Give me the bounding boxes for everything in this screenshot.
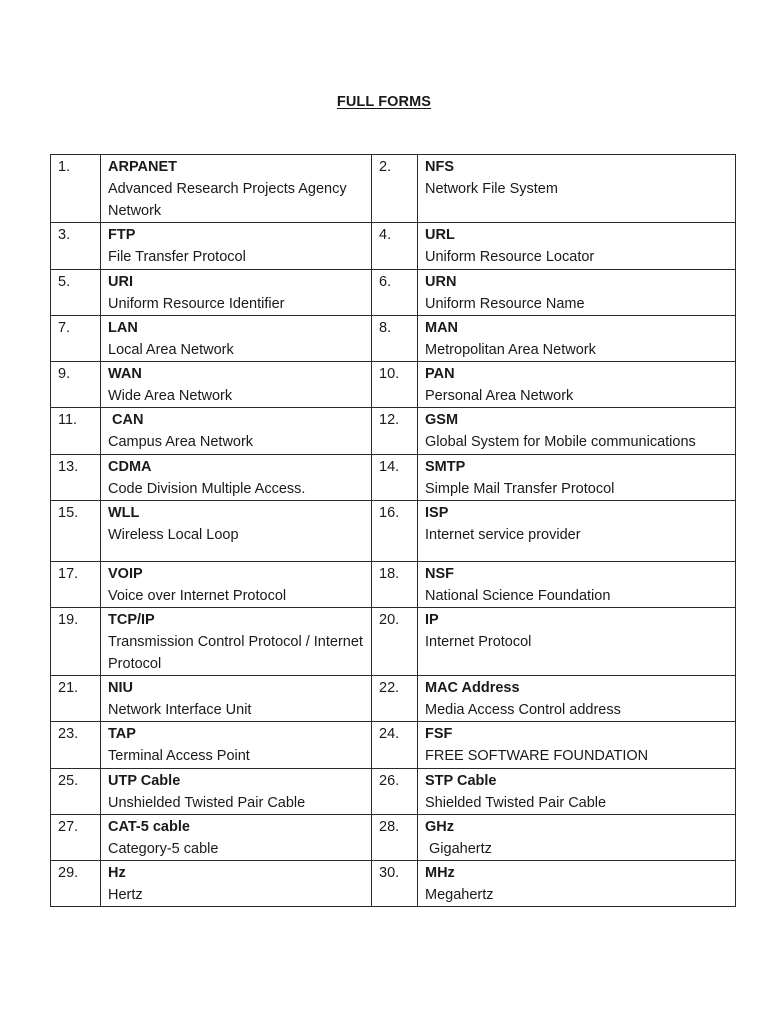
entry-number: 19. [51,608,101,676]
entry-number: 28. [372,815,418,861]
entry-term [101,455,372,501]
full-form: Uniform Resource Identifier [108,296,285,312]
entry-number: 13. [51,455,101,501]
entry-term [101,362,372,408]
entry-number: 12. [372,408,418,455]
full-form: Voice over Internet Protocol [108,588,287,604]
entry-number: 30. [372,861,418,907]
entry-term [418,769,736,815]
entry-number: 25. [51,769,101,815]
table-row [51,815,736,861]
abbreviation: MAC Address [425,680,520,696]
table-row [51,408,736,455]
full-form: File Transfer Protocol [108,249,246,265]
full-form: Campus Area Network [108,434,254,450]
table-row [51,722,736,769]
abbreviation: TCP/IP [108,612,155,628]
full-form: Terminal Access Point [108,748,250,764]
full-form: Shielded Twisted Pair Cable [425,795,607,811]
entry-term [418,316,736,362]
abbreviation: FSF [425,726,453,742]
full-form: Personal Area Network [425,388,574,404]
abbreviation: URN [425,274,457,290]
abbreviation: CAN [108,412,144,428]
table-row [51,769,736,815]
entry-term [101,501,372,562]
entry-number: 23. [51,722,101,769]
abbreviation: WAN [108,366,142,382]
entry-number: 27. [51,815,101,861]
full-form: Code Division Multiple Access. [108,481,306,497]
entry-number: 10. [372,362,418,408]
entry-term [418,676,736,722]
abbreviation: URI [108,274,133,290]
abbreviation: IP [425,612,439,628]
entry-term [101,815,372,861]
entry-number: 8. [372,316,418,362]
table-row [51,676,736,722]
full-form: Network Interface Unit [108,702,252,718]
abbreviation: Hz [108,865,126,881]
entry-number: 26. [372,769,418,815]
full-form: Advanced Research Projects Agency Network [108,181,351,219]
entry-term [101,155,372,223]
abbreviation: VOIP [108,566,143,582]
full-form: Wireless Local Loop [108,527,239,543]
entry-number: 9. [51,362,101,408]
entry-term [101,861,372,907]
entry-number: 15. [51,501,101,562]
entry-number: 20. [372,608,418,676]
abbreviation: WLL [108,505,140,521]
entry-term [101,562,372,608]
table-row [51,270,736,316]
entry-number: 29. [51,861,101,907]
entry-term [418,501,736,562]
entry-number: 5. [51,270,101,316]
entry-number: 18. [372,562,418,608]
entry-number: 22. [372,676,418,722]
entry-term [418,455,736,501]
entry-term [101,769,372,815]
full-form: Uniform Resource Locator [425,249,595,265]
entry-number: 16. [372,501,418,562]
full-form: Megahertz [425,887,494,903]
table-row [51,562,736,608]
abbreviation: ISP [425,505,449,521]
full-form: Category-5 cable [108,841,219,857]
entry-term [418,861,736,907]
entry-number: 4. [372,223,418,270]
entry-term [101,676,372,722]
entry-number: 17. [51,562,101,608]
full-form: Local Area Network [108,342,234,358]
table-row [51,501,736,562]
full-form: Metropolitan Area Network [425,342,596,358]
abbreviation: GHz [425,819,454,835]
entry-term [418,362,736,408]
abbreviation: UTP Cable [108,773,181,789]
entry-number: 2. [372,155,418,223]
entry-term [418,722,736,769]
page-title [0,94,768,110]
abbreviation: MHz [425,865,455,881]
abbreviation: GSM [425,412,459,428]
full-form: Internet service provider [425,527,581,543]
table-row [51,155,736,223]
entry-number: 21. [51,676,101,722]
entry-term [418,815,736,861]
entry-term [418,608,736,676]
entry-number: 14. [372,455,418,501]
abbreviation: NIU [108,680,133,696]
entry-term [418,408,736,455]
full-form: Simple Mail Transfer Protocol [425,481,615,497]
entry-number: 11. [51,408,101,455]
table-row [51,455,736,501]
full-form: Unshielded Twisted Pair Cable [108,795,306,811]
entry-number: 1. [51,155,101,223]
abbreviation: CAT-5 cable [108,819,190,835]
entry-term [418,562,736,608]
table-row [51,316,736,362]
table-row [51,861,736,907]
full-form: Global System for Mobile communications [425,434,696,450]
full-form: National Science Foundation [425,588,611,604]
abbreviation: ARPANET [108,159,178,175]
abbreviation: NSF [425,566,454,582]
table-row [51,223,736,270]
abbreviation: LAN [108,320,138,336]
entry-term [101,722,372,769]
abbreviation: CDMA [108,459,152,475]
full-form: Gigahertz [425,841,492,857]
full-form: Transmission Control Protocol / Internet Protocol [108,634,367,672]
full-form: Internet Protocol [425,634,532,650]
entry-term [418,270,736,316]
entry-term [418,155,736,223]
entry-number: 24. [372,722,418,769]
full-form: Wide Area Network [108,388,233,404]
full-form: Uniform Resource Name [425,296,585,312]
abbreviation: TAP [108,726,136,742]
full-form: Network File System [425,181,558,197]
entry-term [101,270,372,316]
page-title-text: FULL FORMS [336,94,432,110]
abbreviation: URL [425,227,455,243]
full-form: FREE SOFTWARE FOUNDATION [425,748,649,764]
abbreviation: FTP [108,227,136,243]
abbreviation: MAN [425,320,459,336]
table-body [51,155,736,907]
entry-term [101,223,372,270]
abbreviation: NFS [425,159,454,175]
entry-term [101,316,372,362]
entry-term [101,608,372,676]
entry-number: 3. [51,223,101,270]
full-form: Media Access Control address [425,702,621,718]
entry-number: 6. [372,270,418,316]
entry-term [418,223,736,270]
abbreviation: PAN [425,366,455,382]
entry-term [101,408,372,455]
table-row [51,608,736,676]
table-row [51,362,736,408]
entry-number: 7. [51,316,101,362]
abbreviation: SMTP [425,459,466,475]
full-forms-table [50,154,736,907]
abbreviation: STP Cable [425,773,497,789]
full-form: Hertz [108,887,143,903]
